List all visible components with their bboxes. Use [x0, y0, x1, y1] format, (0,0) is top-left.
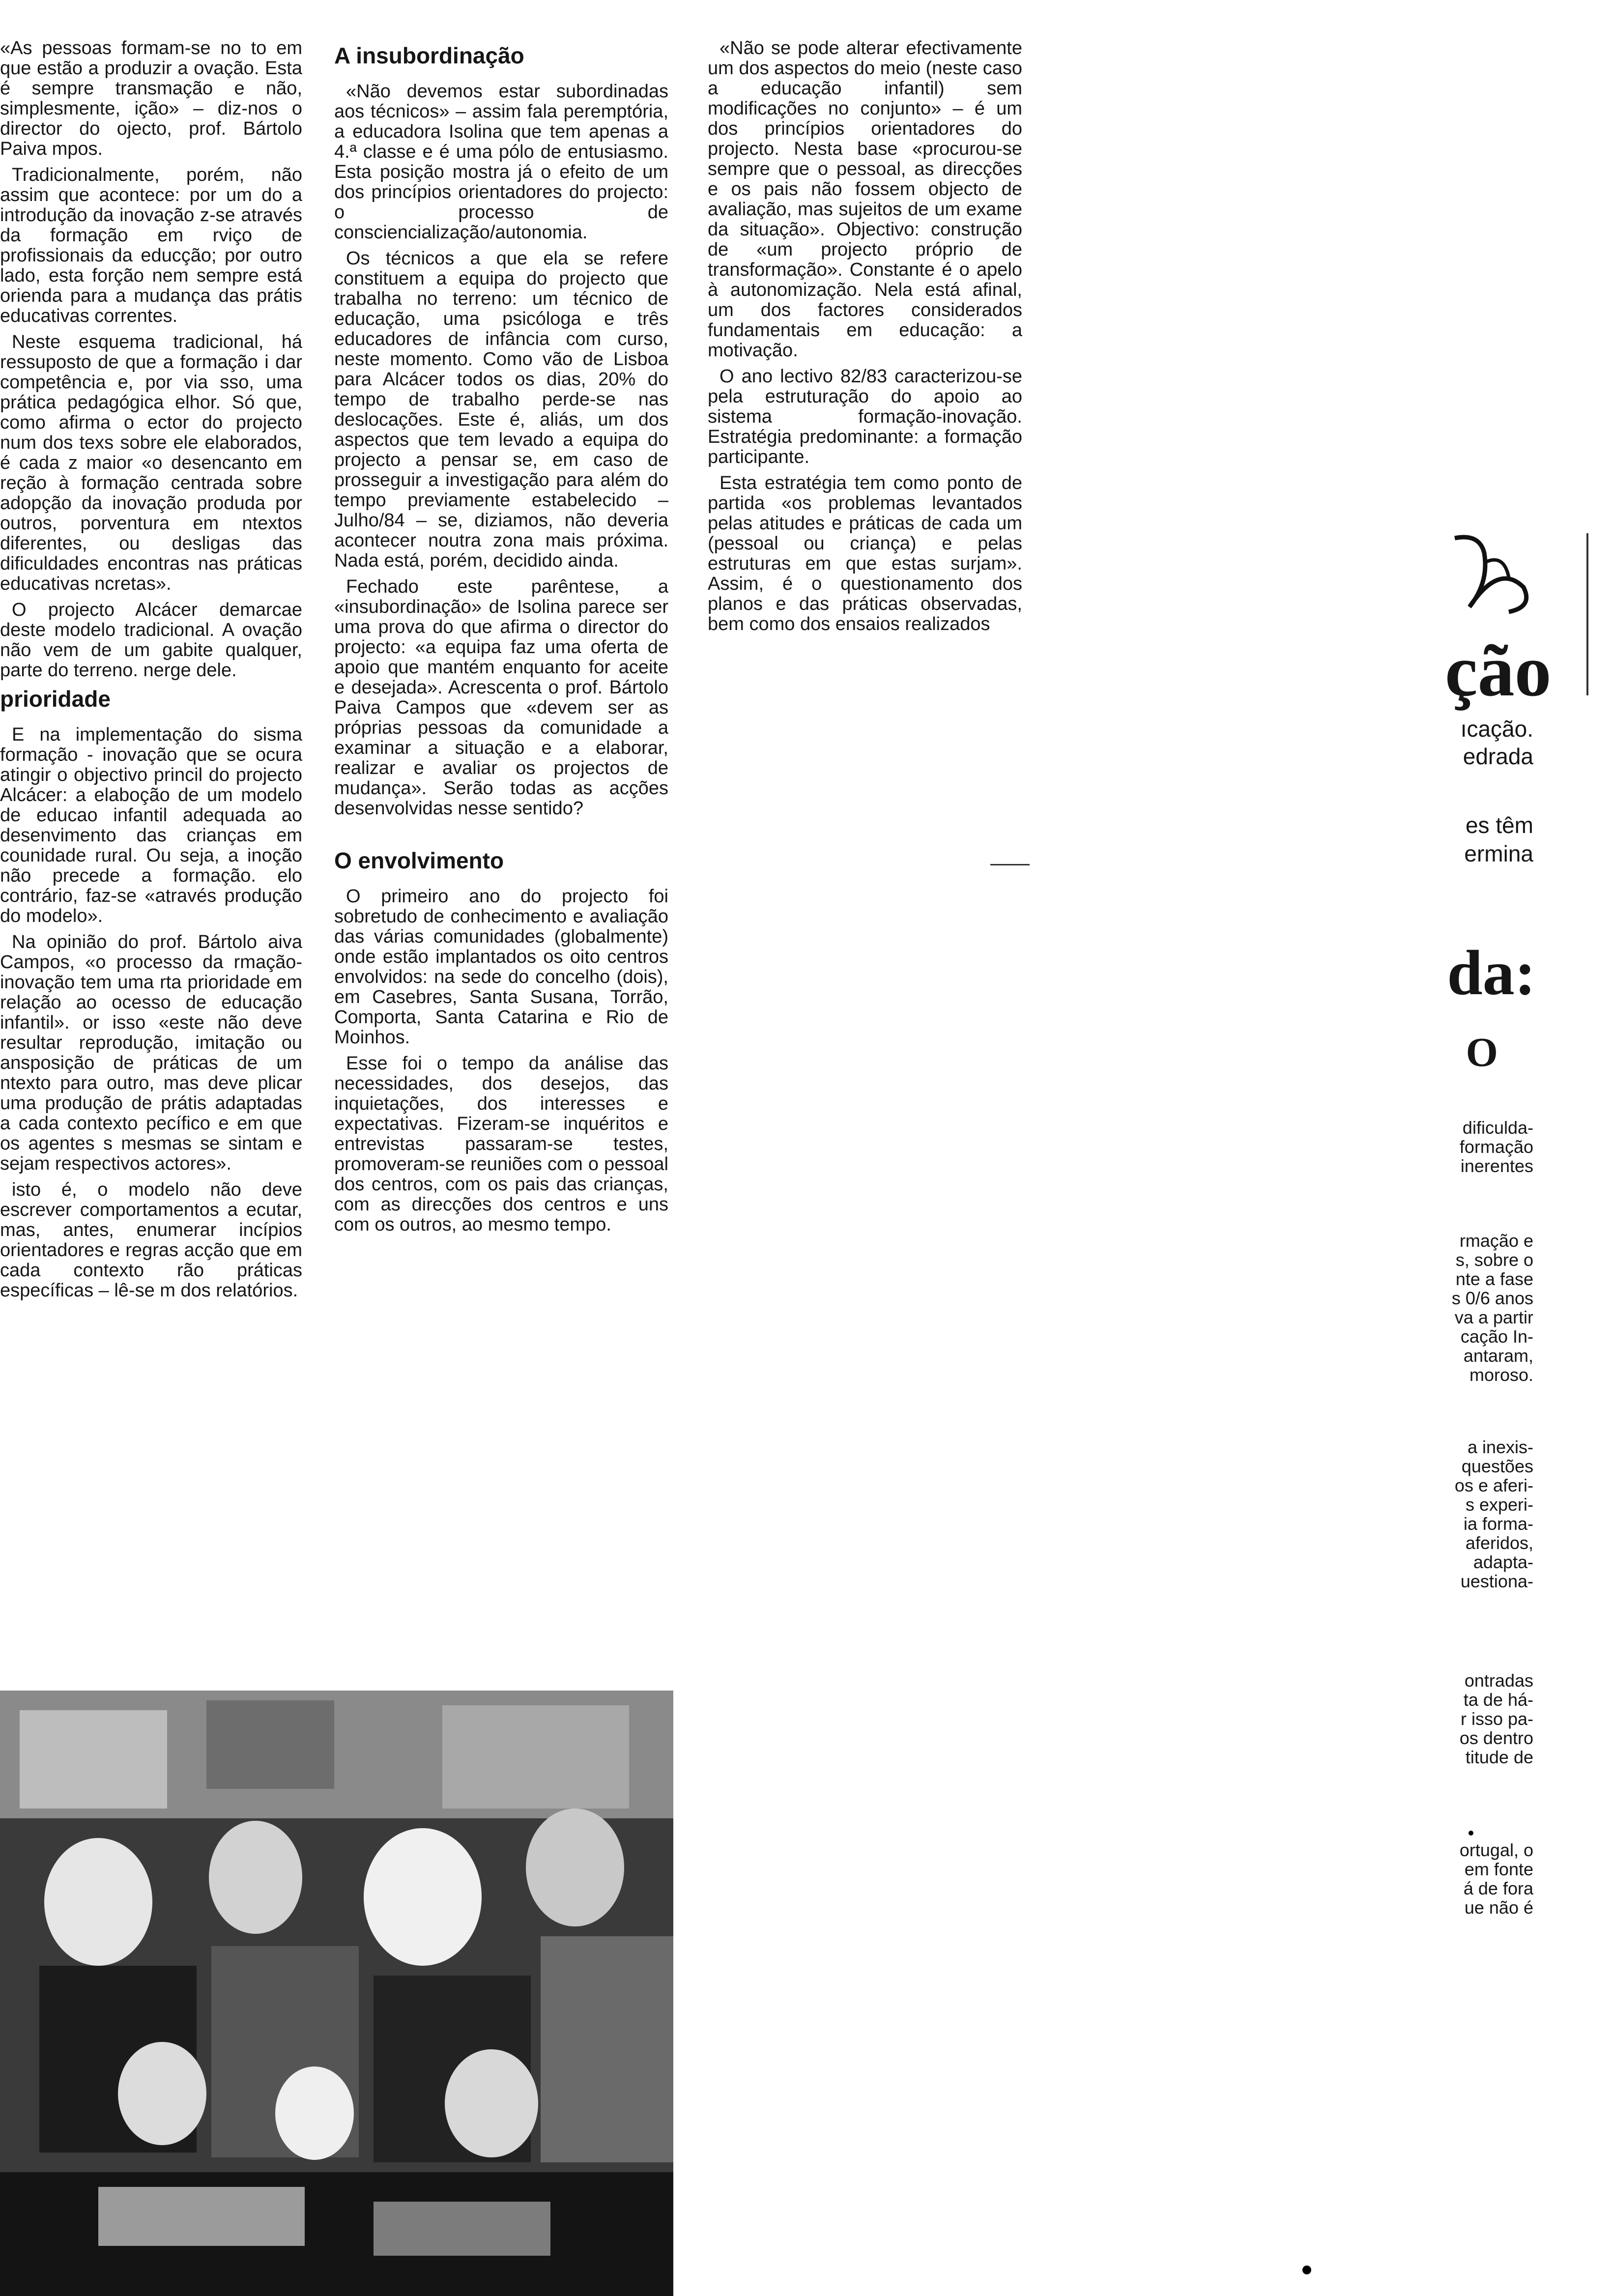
bullet-dot	[1302, 2266, 1311, 2274]
text-fragment	[1386, 1118, 1533, 1176]
text-line: questões	[1461, 1456, 1533, 1476]
text-line: cação In-	[1460, 1326, 1533, 1347]
paragraph: O ano lectivo 82/83 caracterizou-se pela estruturação do apoio ao sistema formação-inovação. Estratégia predominante: a formação participante.	[708, 366, 1022, 467]
article-column-3	[708, 38, 1022, 640]
text-line: r isso pa-	[1460, 1709, 1533, 1729]
paragraph: «Não devemos estar subordinadas aos técnicos» – assim fala peremptória, a educadora Isolina que tem apenas a 4.ª classe e é uma pólo de entusiasmo. Esta posição mostra já o efeito de um dos princípios orientadores do projecto: o processo de consciencialização/autonomia.	[334, 81, 668, 243]
text-line: moroso.	[1469, 1365, 1533, 1385]
text-line: ta de há-	[1463, 1690, 1533, 1710]
text-line: antaram,	[1463, 1346, 1533, 1366]
headline-fragment: da:	[1447, 938, 1536, 1008]
section-heading: O envolvimento	[334, 848, 504, 873]
text-line: ue não é	[1464, 1897, 1533, 1918]
text-line: es têm	[1465, 812, 1533, 838]
paragraph: «As pessoas formam-se no to em que estão a produzir a ovação. Esta é sempre transmação e não, simplesmente, ição» – diz-nos o director do ojecto, prof. Bártolo Paiva mpos.	[0, 38, 302, 159]
article-column-2	[334, 38, 668, 1241]
paragraph: Os técnicos a que ela se refere constituem a equipa do projecto que trabalha no terreno: um técnico de educação, uma psicóloga e três educadores de infância com curso, neste momento. Como vão de Lisboa para Alcácer todos os dias, 20% do tempo de trabalho perde-se nas deslocações. Este é, aliás, um dos aspectos que tem levado a equipa do projecto a pensar se, em caso de prosseguir a investigação para além do tempo previamente estabelecido – Julho/84 – se, diziamos, não deveria acontecer noutra zona mais próxima. Nada está, porém, decidido ainda.	[334, 248, 668, 571]
paragraph: E na implementação do sisma formação - inovação que se ocura atingir o objectivo princil do projecto Alcácer: a elaboção de um modelo de educao infantil adequada ao desenvimento das crianças em counidade rural. Ou seja, a inoção não precede a formação. elo contrário, faz-se «através produção do modelo».	[0, 724, 302, 926]
text-fragment	[1386, 1671, 1533, 1767]
bullet-dot	[1468, 1831, 1473, 1836]
paragraph: Esta estratégia tem como ponto de partida «os problemas levantados pelas atitudes e práticas de cada um (pessoal ou criança) e pelas estruturas em que estas surjam». Assim, é o questionamento dos planos e das práticas observadas, bem como dos ensaios realizados	[708, 473, 1022, 634]
text-line: ia forma-	[1463, 1514, 1533, 1534]
column-end-rule	[990, 864, 1030, 865]
text-line: os dentro	[1459, 1728, 1533, 1748]
text-line: dificulda-	[1462, 1118, 1533, 1138]
paragraph: Esse foi o tempo da análise das necessidades, dos desejos, das inquietações, dos interesses e expectativas. Fizeram-se inquéritos e entrevistas passaram-se testes, promoveram-se reuniões com o pessoal dos centros, com os pais das crianças, com as direcções dos centros e uns com os outros, ao mesmo tempo.	[334, 1053, 668, 1235]
text-line: s 0/6 anos	[1451, 1288, 1533, 1308]
text-line: os e aferi-	[1454, 1475, 1533, 1495]
text-line: a inexis-	[1467, 1437, 1533, 1457]
text-line: ermina	[1464, 841, 1533, 866]
text-line: titude de	[1465, 1747, 1533, 1767]
text-line: adapta-	[1473, 1552, 1533, 1572]
photograph-children-classroom	[0, 1691, 673, 2296]
text-line: aferidos,	[1465, 1533, 1533, 1553]
text-line: va a partir	[1454, 1307, 1533, 1327]
text-fragment	[1386, 715, 1533, 770]
text-fragment	[1386, 1231, 1533, 1384]
paragraph: Fechado este parêntese, a «insubordinação» de Isolina parece ser uma prova do que afirma o director do projecto: «a equipa faz uma oferta de apoio que mantém enquanto for aceite e desejada». Acrescenta o prof. Bártolo Paiva Campos que «devem ser as próprias pessoas da comunidade a examinar a situação e a elaborar, realizar e avaliar os projectos de mudança». Serão todas as acções desenvolvidas nesse sentido?	[334, 576, 668, 819]
text-line: ontradas	[1464, 1670, 1533, 1691]
headline-fragment: ção	[1445, 630, 1552, 712]
section-heading: prioridade	[0, 686, 111, 712]
subheadline-fragment: O	[1466, 1030, 1498, 1075]
text-line: nte a fase	[1455, 1269, 1533, 1289]
paragraph: Tradicionalmente, porém, não assim que acontece: por um do a introdução da inovação z-se através da formação em rviço de profissionais da educção; por outro lado, esta forção nem sempre está orienda para a mudança das prátis educativas correntes.	[0, 165, 302, 326]
text-line: ıcação.	[1460, 716, 1533, 742]
paragraph: O primeiro ano do projecto foi sobretudo de conhecimento e avaliação das várias comunidades (globalmente) onde estão implantados os oito centros envolvidos: na sede do concelho (dois), em Casebres, Santa Susana, Torrão, Comporta, Santa Catarina e Rio de Moinhos.	[334, 886, 668, 1048]
text-line: s, sobre o	[1455, 1250, 1533, 1270]
vertical-rule	[1586, 533, 1588, 695]
section-heading: A insubordinação	[334, 43, 524, 68]
paragraph: «Não se pode alterar efectivamente um dos aspectos do meio (neste caso a educação infantil) sem modificações no conjunto» – é um dos princípios orientadores do projecto. Nesta base «procurou-se sempre que o pessoal, as direcções e os pais não fossem objecto de avaliação, mas sujeitos de um exame da situação». Objectivo: construção de «um projecto próprio de transformação». Constante é o apelo à autonomização. Nela está afinal, um dos factores considerados fundamentais em educação: a motivação.	[708, 38, 1023, 361]
text-line: edrada	[1463, 744, 1533, 769]
paragraph: Neste esquema tradicional, há ressuposto de que a formação i dar competência e, por via sso, uma prática pedagógica elhor. Só que, como afirma o ector do projecto num dos texs sobre ele elaborados, é cada z maior «o desencanto em reção à formação centrada sobre adopção da inovação produda por outros, porventura em ntextos diferentes, ou desligas das dificuldades encontras nas práticas educativas ncretas».	[0, 332, 302, 594]
paragraph: Na opinião do prof. Bártolo aiva Campos, «o processo da rmação-inovação tem uma rta prioridade em relação ao ocesso de educação infantil». or isso «este não deve resultar reprodução, imitação ou ansposição de práticas de um ntexto para outro, mas deve plicar uma produção de prátis adaptadas a cada contexto pecífico e em que os agentes s mesmas se sintam e sejam respectivos actores».	[0, 932, 302, 1174]
article-column-1	[0, 38, 302, 1307]
text-fragment	[1386, 1840, 1533, 1917]
text-line: uestiona-	[1460, 1571, 1533, 1591]
text-line: rmação e	[1459, 1231, 1533, 1251]
text-fragment	[1386, 811, 1533, 868]
paragraph: isto é, o modelo não deve escrever comportamentos a ecutar, mas, antes, enumerar incípios orientadores e regras acção que em cada contexto rão práticas específicas – lê-se m dos relatórios.	[0, 1179, 302, 1301]
text-line: inerentes	[1460, 1156, 1533, 1176]
text-line: ortugal, o	[1459, 1840, 1533, 1860]
text-line: em fonte	[1464, 1859, 1533, 1879]
logo-emblem	[1450, 533, 1538, 627]
paragraph: O projecto Alcácer demarcae deste modelo tradicional. A ovação não vem de um gabite qualquer, parte do terreno. nerge dele.	[0, 600, 302, 681]
text-line: formação	[1459, 1137, 1533, 1157]
text-line: á de fora	[1463, 1878, 1533, 1898]
text-fragment	[1386, 1437, 1533, 1591]
text-line: s experi-	[1465, 1494, 1533, 1515]
